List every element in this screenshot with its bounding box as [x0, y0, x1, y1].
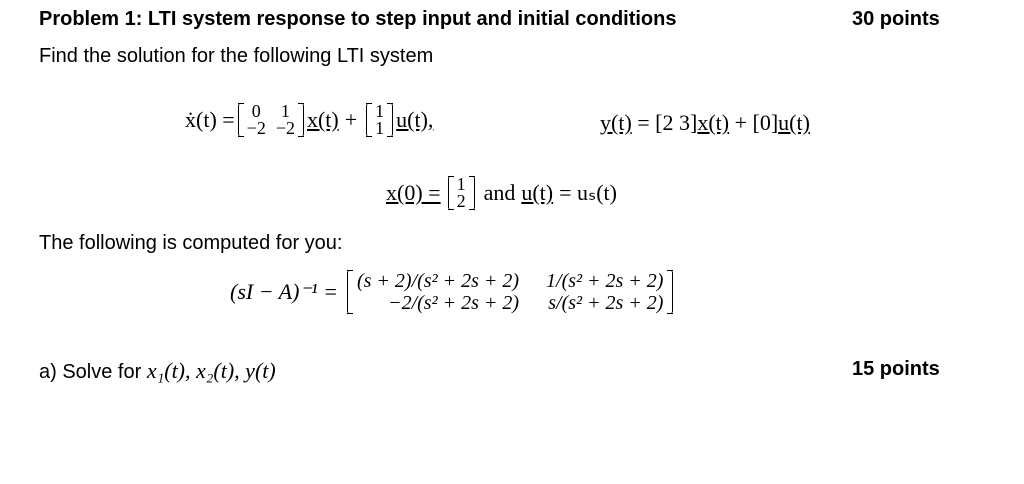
output-c: = [2 3] [637, 110, 698, 135]
u-def-rhs: = uₛ(t) [559, 180, 617, 205]
resolvent-entry: s/(s² + 2s + 2) [548, 292, 664, 314]
matrix-a-entry: −2 [275, 118, 295, 138]
matrix-a-col2 [271, 103, 300, 137]
output-x: x(t) [697, 110, 730, 135]
part-a-label: a) Solve for [39, 361, 142, 383]
problem-points: 30 points [852, 8, 940, 30]
matrix-b [366, 103, 393, 137]
computed-intro: The following is computed for you: [39, 232, 343, 254]
resolvent-lhs: (sI − A)⁻¹ = [230, 279, 338, 304]
matrix-a-entry: −2 [246, 118, 266, 138]
matrix-a-entry: 1 [280, 101, 290, 121]
matrix-x0-entry: 1 [456, 174, 466, 194]
plus-sign: + [344, 107, 358, 132]
resolvent-entry: 1/(s² + 2s + 2) [546, 270, 664, 292]
problem-intro: Find the solution for the following LTI system [39, 45, 434, 67]
output-d: + [0] [734, 110, 779, 135]
x0-lhs: x(0) = [386, 180, 441, 205]
matrix-b-entry: 1 [375, 101, 385, 121]
state-u: u(t), [396, 107, 434, 132]
resolvent-col1 [352, 270, 541, 314]
output-u: u(t) [778, 110, 810, 135]
resolvent-col2 [541, 270, 668, 314]
resolvent-equation [230, 270, 676, 314]
resolvent-entry: (s + 2)/(s² + 2s + 2) [356, 270, 520, 292]
matrix-x0-entry: 2 [456, 191, 466, 211]
output-y: y(t) [600, 110, 632, 135]
part-a-points: 15 points [852, 358, 940, 380]
state-equation [185, 103, 433, 137]
matrix-b-entry: 1 [375, 118, 385, 138]
resolvent-matrix [347, 270, 673, 314]
u-def-lhs: u(t) [521, 180, 554, 205]
matrix-a-entry: 0 [251, 101, 261, 121]
output-equation [600, 110, 810, 136]
state-lhs: ẋ(t) = [185, 107, 235, 132]
problem-title: Problem 1: LTI system response to step input and initial conditions [39, 8, 677, 30]
state-x: x(t) [306, 107, 339, 132]
matrix-a-col1 [242, 103, 271, 137]
matrix-a [238, 103, 304, 137]
initial-condition [386, 176, 617, 210]
matrix-x0-col [452, 176, 471, 210]
and-word: and [483, 180, 516, 205]
part-a [39, 358, 276, 384]
resolvent-entry: −2/(s² + 2s + 2) [388, 292, 520, 314]
matrix-x0 [448, 176, 475, 210]
part-a-expr: x₁(t), x₂(t), y(t) [146, 358, 276, 383]
matrix-b-col [370, 103, 389, 137]
